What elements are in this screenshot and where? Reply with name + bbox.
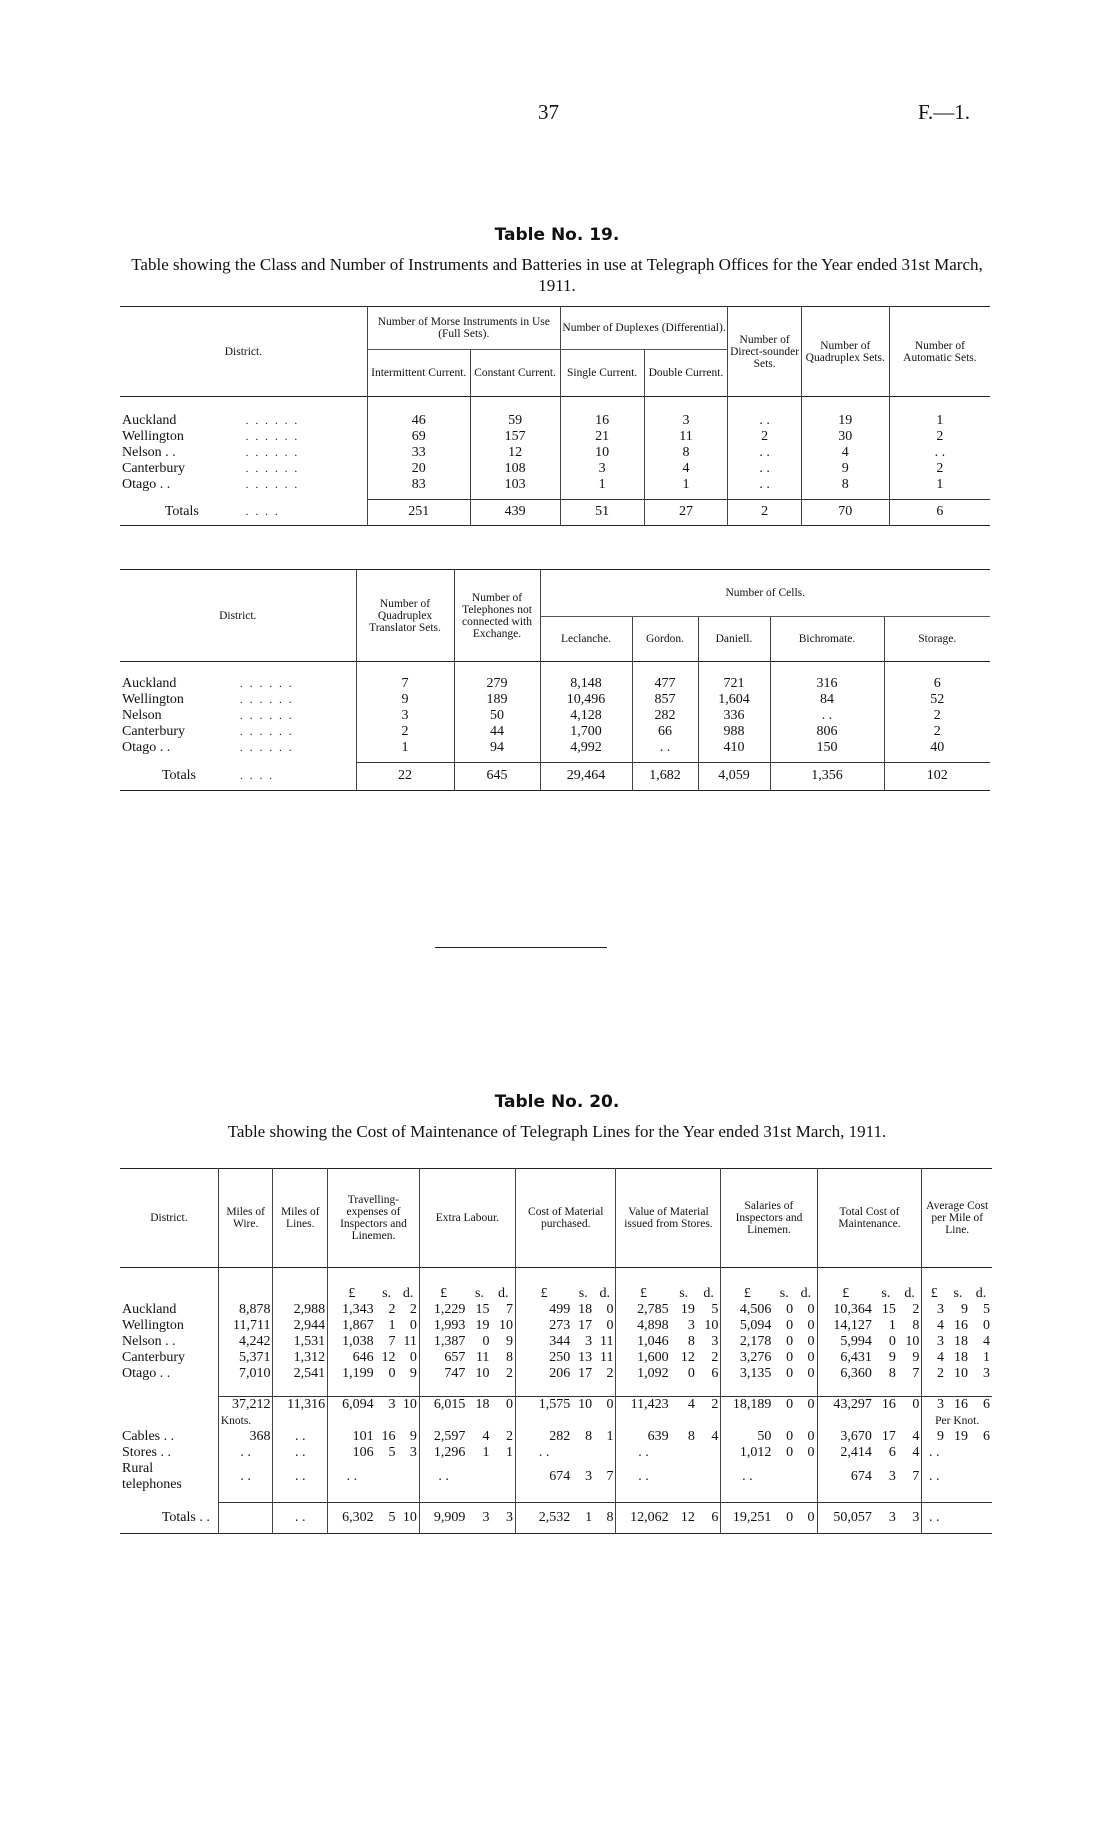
table-row: Canterbury . . . . . . 20 108 3 4 . . 9 2 <box>120 461 990 477</box>
table-row: Nelson . . . . . . . . 33 12 10 8 . . 4 . . <box>120 445 990 461</box>
header-single: Single Current. <box>560 350 644 397</box>
table-row: Otago . . 7,010 2,541 1,199 0 9 747 10 2 206 17 2 1,092 0 6 3,135 0 0 6,360 8 7 2 10 3 <box>122 1366 990 1381</box>
table-row: Stores . . . . . . 106 5 3 1,296 1 1 . . . . 1,012 0 0 2,414 6 4 . . <box>120 1445 992 1461</box>
table-row: Wellington . . . . . . 69 157 21 11 2 30 2 <box>120 429 990 445</box>
header-daniell: Daniell. <box>698 617 770 662</box>
table-19-title: Table No. 19. <box>494 225 620 245</box>
header-morse: Number of Morse Instruments in Use (Full Sets). <box>367 307 560 350</box>
table-row: Auckland . . . . . . 7 279 8,148 477 721 316 6 <box>120 676 990 692</box>
header-total-cost: Total Cost of Maintenance. <box>817 1169 922 1268</box>
table-row: Canterbury . . . . . . 2 44 1,700 66 988 806 2 <box>120 724 990 740</box>
header-gordon: Gordon. <box>632 617 698 662</box>
units-note-row <box>120 1413 992 1429</box>
header-salaries: Salaries of Inspectors and Linemen. <box>721 1169 817 1268</box>
totals-row: Totals . . . . 251 439 51 27 2 70 6 <box>120 499 990 526</box>
page-number: 37 <box>538 100 559 124</box>
table-row: Wellington 11,711 2,944 1,867 1 0 1,993 19 10 273 17 0 4,898 3 10 5,094 0 0 14,127 1 8 4 16 0 <box>122 1318 990 1333</box>
header-district: District. <box>224 345 263 358</box>
units-row: £ s. d. £ s. d. £ s. d. £ s. d. £ s. d. £ s. d. £ s. d. <box>120 1268 992 1303</box>
header-bichromate: Bichromate. <box>770 617 884 662</box>
totals-row: Totals . . . . 6,302 5 10 9,909 3 3 2,532 1 8 12,062 12 6 19,251 0 0 50,057 3 3 . . <box>120 1503 992 1534</box>
header-storage: Storage. <box>884 617 990 662</box>
header-district: District. <box>150 1212 188 1224</box>
table-19-instruments <box>120 306 990 526</box>
table-20-maintenance <box>120 1168 992 1534</box>
header-extra-labour: Extra Labour. <box>419 1169 515 1268</box>
header-automatic: Number of Automatic Sets. <box>889 307 990 397</box>
per-knot-label: Per Knot. <box>922 1413 992 1429</box>
table-row: Otago . . . . . . . . 83 103 1 1 . . 8 1 <box>120 477 990 493</box>
table-19-batteries <box>120 569 990 791</box>
totals-row: Totals . . . . 22 645 29,464 1,682 4,059 1,356 102 <box>120 762 990 791</box>
table-row: Cables . . 368 . . 101 16 9 2,597 4 2 282 8 1 639 8 4 50 0 0 3,670 17 4 9 19 6 <box>122 1428 990 1444</box>
table-row: Auckland 8,878 2,988 1,343 2 2 1,229 15 7 499 18 0 2,785 19 5 4,506 0 0 10,364 15 2 3 9 5 <box>122 1302 990 1317</box>
header-double: Double Current. <box>644 350 728 397</box>
table-row: Nelson . . . . . . 3 50 4,128 282 336 . . 2 <box>120 708 990 724</box>
table-row: Wellington . . . . . . 9 189 10,496 857 1,604 84 52 <box>120 692 990 708</box>
table-row: Auckland . . . . . . 46 59 16 3 . . 19 1 <box>120 413 990 429</box>
table-20-title: Table No. 20. <box>494 1092 620 1112</box>
table-row: Otago . . . . . . . . 1 94 4,992 . . 410 150 40 <box>120 740 990 756</box>
table-row: Canterbury 5,371 1,312 646 12 0 657 11 8 250 13 11 1,600 12 2 3,276 0 0 6,431 9 9 4 18 1 <box>122 1350 990 1365</box>
header-leclanche: Leclanche. <box>540 617 632 662</box>
section-divider <box>435 947 607 948</box>
header-direct-sounder: Number of Direct-sounder Sets. <box>728 307 801 397</box>
header-miles-wire: Miles of Wire. <box>218 1169 273 1268</box>
table-20-caption: Table showing the Cost of Maintenance of Telegraph Lines for the Year ended 31st March, 1911. <box>227 1122 887 1141</box>
header-quadruplex-translator: Number of Quadruplex Translator Sets. <box>356 570 454 662</box>
header-travelling: Travelling-expenses of Inspectors and Linemen. <box>328 1169 420 1268</box>
header-constant: Constant Current. <box>470 350 560 397</box>
subtotal-row: 37,212 11,316 6,094 3 10 6,015 18 0 1,575 10 0 11,423 4 2 18,189 0 0 43,297 16 0 3 16 6 <box>120 1396 992 1413</box>
table-row: Nelson . . 4,242 1,531 1,038 7 11 1,387 0 9 344 3 11 1,046 8 3 2,178 0 0 5,994 0 10 3 18 4 <box>122 1334 990 1349</box>
knots-label: Knots. <box>218 1413 273 1429</box>
header-material: Cost of Material purchased. <box>515 1169 616 1268</box>
header-district: District. <box>219 609 257 622</box>
table-row: Rural telephones . . . . . . . . 674 3 7 . . . . 674 3 7 . . <box>120 1461 992 1493</box>
header-cells: Number of Cells. <box>540 570 990 617</box>
header-issued: Value of Material issued from Stores. <box>616 1169 721 1268</box>
header-intermittent: Intermittent Current. <box>367 350 470 397</box>
header-duplexes: Number of Duplexes (Differential). <box>560 307 728 350</box>
header-miles-lines: Miles of Lines. <box>273 1169 328 1268</box>
table-19-caption: Table showing the Class and Number of Instruments and Batteries in use at Telegraph Offices for the Year ended 31st March, 1911. <box>131 255 983 295</box>
header-telephones: Number of Telephones not connected with Exchange. <box>454 570 540 662</box>
document-reference: F.—1. <box>918 100 970 124</box>
header-average: Average Cost per Mile of Line. <box>922 1169 992 1268</box>
header-quadruplex: Number of Quadruplex Sets. <box>801 307 889 397</box>
